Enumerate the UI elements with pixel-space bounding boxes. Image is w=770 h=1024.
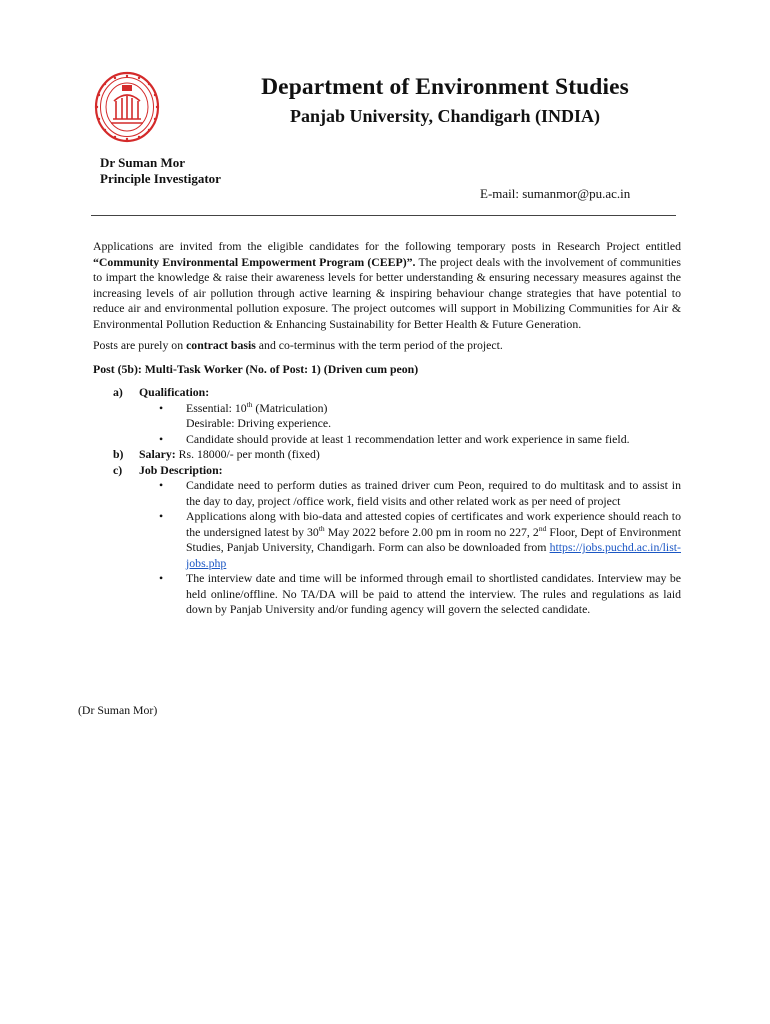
university-seal-logo — [94, 71, 160, 143]
project-title: “Community Environmental Empowerment Program (CEEP)”. — [93, 254, 416, 269]
bullet-icon: • — [159, 400, 164, 415]
document-body — [93, 239, 681, 618]
salary-value: Rs. 18000/- per month (fixed) — [175, 447, 320, 461]
jobs-link[interactable]: https://jobs.puchd.ac.in/list-jobs.php — [186, 540, 681, 570]
investigator-role: Principle Investigator — [100, 171, 221, 186]
duties-item: • Candidate need to perform duties as trained driver cum Peon, required to do multitask and to assist in the day to day, project /office work, field visits and other related work as per need of project — [159, 478, 681, 508]
salary-marker: b) — [113, 447, 124, 461]
investigator-name: Dr Suman Mor — [100, 155, 185, 170]
application-item: • Applications along with bio-data and attested copies of certificates and work experience should reach to the undersigned latest by 30th May 2022 before 2.00 pm in room no 227, 2nd Floor, Dept of Environment Studies, Panjab University, Chandigarh. Form can also be downloaded from https://jobs.puchd.ac.in/list-jobs.php — [159, 509, 681, 570]
bullet-icon: • — [159, 431, 164, 446]
signature: (Dr Suman Mor) — [78, 703, 158, 717]
intro-text-1: Applications are invited from the eligible candidates for the following temporary posts in Research Project entitled — [93, 239, 681, 253]
salary-label: Salary: — [139, 447, 176, 461]
contact-email: E-mail: sumanmor@pu.ac.in — [480, 186, 631, 201]
contract-paragraph — [93, 338, 681, 354]
intro-paragraph — [93, 239, 681, 332]
bullet-icon: • — [159, 571, 164, 585]
job-description-section — [93, 463, 681, 618]
university-subtitle: Panjab University, Chandigarh (INDIA) — [289, 106, 601, 126]
recommendation-item: • Candidate should provide at least 1 recommendation letter and work experience in same field. — [159, 431, 630, 446]
desirable-item: Desirable: Driving experience. — [186, 416, 332, 430]
contract-bold: contract basis — [186, 338, 256, 352]
header-divider — [91, 215, 676, 216]
qualification-label: Qualification: — [139, 385, 210, 399]
intro-text-2: The project deals with the involvement of communities to impart the knowledge & raise their awareness levels for better understanding & ensuring necessary measures against the increasing levels of air pollution through active learning & inspiring behaviour change strategies that have potential to reduce air and environmental pollution exposure. The project outcomes will support in Mobilizing Communities for Air & Environmental Pollution Reduction & Enhancing Sustainability for Better Health & Future Generation. — [93, 254, 681, 331]
qualification-marker: a) — [113, 385, 123, 399]
contract-before: Posts are purely on — [93, 338, 187, 352]
contract-after: and co-terminus with the term period of the project. — [255, 338, 503, 352]
qualification-section — [93, 385, 681, 447]
job-marker: c) — [113, 462, 123, 477]
bullet-icon: • — [159, 509, 164, 523]
department-title: Department of Environment Studies — [261, 74, 629, 100]
interview-item: • The interview date and time will be informed through email to shortlisted candidates. Interview may be held online/offline. No TA/DA will be paid to attend the interview. The rules and regulations as laid down by Panjab University and/or funding agency will govern the selected candidate. — [159, 571, 681, 616]
investigator-block — [100, 155, 221, 187]
job-label: Job Description: — [139, 462, 223, 477]
bullet-icon: • — [159, 478, 164, 492]
salary-section — [93, 447, 681, 463]
post-heading: Post (5b): Multi-Task Worker (No. of Post: 1) (Driven cum peon) — [93, 361, 419, 376]
essential-item: • Essential: 10th (Matriculation) — [159, 399, 328, 415]
